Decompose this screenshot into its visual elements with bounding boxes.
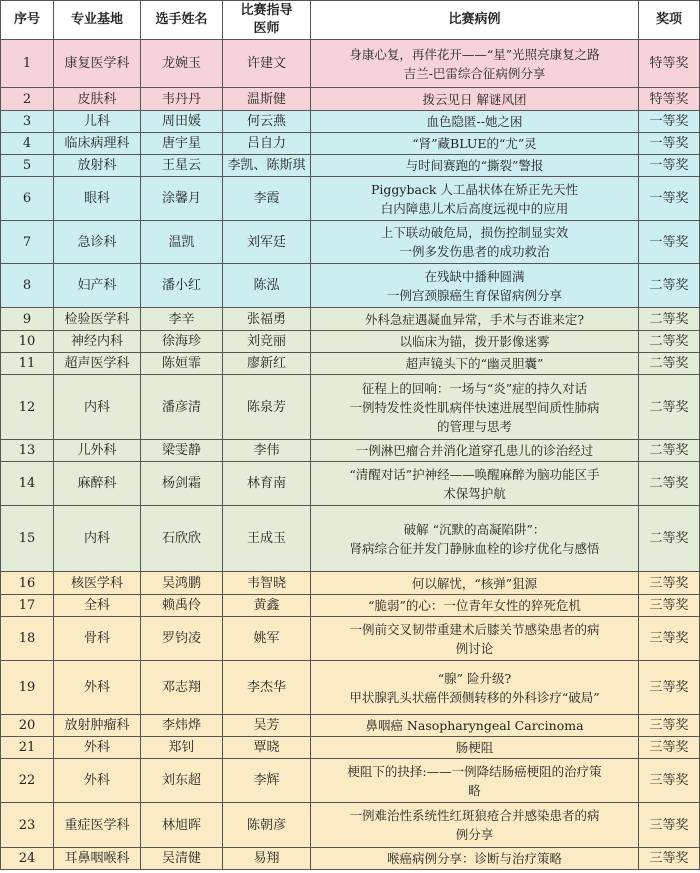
table-row: [1, 308, 700, 331]
cell-case: [311, 88, 639, 111]
case-line: 略: [468, 782, 481, 798]
cell-mentor: 吕自力: [223, 133, 311, 155]
header-number: 序号: [1, 1, 54, 40]
cell-case: [311, 759, 639, 803]
case-line: 血色隐匿--她之困: [426, 114, 523, 129]
table-row: [1, 40, 700, 88]
cell-number: 5: [1, 155, 54, 177]
cell-mentor: 李伟: [223, 440, 311, 462]
case-line: 超声镜头下的“幽灵胆囊”: [405, 356, 544, 371]
case-line: 上下联动破危局，损伤控制显实效: [380, 225, 569, 240]
header-mentor-label: 比赛指导医师: [240, 3, 293, 36]
cell-department: 麻醉科: [54, 462, 141, 506]
case-line: 一例前交叉韧带重建术后膝关节感染患者的病: [349, 621, 600, 637]
case-line: “脆弱”的心：一位青年女性的猝死危机: [368, 598, 581, 613]
cell-contestant-name: 梁雯静: [141, 440, 223, 462]
table-row: [1, 661, 700, 715]
cell-mentor: 易翔: [223, 848, 311, 870]
cell-mentor: 覃晓: [223, 737, 311, 759]
cell-case: [311, 111, 639, 133]
header-case: 比赛病例: [311, 1, 639, 40]
cell-case: [311, 462, 639, 506]
cell-contestant-name: 徐海珍: [141, 331, 223, 353]
cell-department: 内科: [54, 375, 141, 440]
table-row: [1, 264, 700, 308]
cell-number: 9: [1, 308, 54, 331]
cell-number: 21: [1, 737, 54, 759]
cell-department: 核医学科: [54, 572, 141, 595]
cell-mentor: 姚军: [223, 617, 311, 661]
cell-award: 二等奖: [639, 264, 700, 308]
cell-mentor: 陈泉芳: [223, 375, 311, 440]
cell-case: [311, 133, 639, 155]
cell-mentor: 何云燕: [223, 111, 311, 133]
cell-number: 24: [1, 848, 54, 870]
cell-number: 14: [1, 462, 54, 506]
cell-case: [311, 506, 639, 572]
cell-department: 放射肿瘤科: [54, 715, 141, 737]
table-row: [1, 440, 700, 462]
table-row: [1, 759, 700, 803]
cell-department: 检验医学科: [54, 308, 141, 331]
cell-department: 内科: [54, 506, 141, 572]
cell-mentor: 陈朝彦: [223, 803, 311, 848]
cell-mentor: 刘军廷: [223, 221, 311, 264]
cell-case: [311, 264, 639, 308]
cell-number: 13: [1, 440, 54, 462]
cell-department: 急诊科: [54, 221, 141, 264]
table-row: [1, 506, 700, 572]
cell-mentor: 张福勇: [223, 308, 311, 331]
cell-department: 儿科: [54, 111, 141, 133]
cell-mentor: 廖新红: [223, 353, 311, 375]
cell-contestant-name: 龙婉玉: [141, 40, 223, 88]
cell-contestant-name: 韦丹丹: [141, 88, 223, 111]
cell-mentor: 陈泓: [223, 264, 311, 308]
cell-award: 三等奖: [639, 803, 700, 848]
cell-award: 二等奖: [639, 506, 700, 572]
cell-contestant-name: 涂馨月: [141, 177, 223, 221]
cell-number: 10: [1, 331, 54, 353]
table-row: [1, 848, 700, 870]
table-row: [1, 572, 700, 595]
cell-number: 6: [1, 177, 54, 221]
cell-case: [311, 737, 639, 759]
cell-award: 三等奖: [639, 737, 700, 759]
case-line: 例分享: [455, 827, 494, 842]
table-row: [1, 111, 700, 133]
table-row: [1, 803, 700, 848]
cell-contestant-name: 李辛: [141, 308, 223, 331]
cell-number: 20: [1, 715, 54, 737]
cell-mentor: 王成玉: [223, 506, 311, 572]
case-line: “肾”藏BLUE的“尤”灵: [412, 136, 537, 151]
cell-department: 超声医学科: [54, 353, 141, 375]
cell-contestant-name: 邓志翔: [141, 661, 223, 715]
case-line: 术保驾护航: [443, 485, 506, 501]
cell-award: 三等奖: [639, 595, 700, 617]
cell-award: 二等奖: [639, 375, 700, 440]
cell-award: 一等奖: [639, 155, 700, 177]
table-body: [1, 40, 700, 870]
case-line: 何以解忧，“核弹”狙源: [411, 575, 538, 591]
case-line: 与时间赛跑的“撕裂”警报: [405, 158, 544, 173]
cell-number: 17: [1, 595, 54, 617]
table-row: [1, 462, 700, 506]
case-line: 吉兰-巴雷综合征病例分享: [403, 65, 546, 81]
cell-award: 一等奖: [639, 221, 700, 264]
cell-case: [311, 177, 639, 221]
table-row: [1, 353, 700, 375]
cell-case: [311, 848, 639, 870]
cell-award: 三等奖: [639, 715, 700, 737]
cell-department: 神经内科: [54, 331, 141, 353]
header-mentor: [223, 1, 311, 40]
table-row: [1, 737, 700, 759]
cell-award: 一等奖: [639, 177, 700, 221]
cell-department: 重症医学科: [54, 803, 141, 848]
case-line: 甲状腺乳头状癌伴颈侧转移的外科诊疗“破局”: [349, 689, 600, 705]
cell-award: 特等奖: [639, 88, 700, 111]
table-row: [1, 617, 700, 661]
case-line: Piggyback 人工晶状体在矫正先天性: [371, 181, 578, 197]
table-row: [1, 221, 700, 264]
case-line: 以临床为锚，拨开影像迷雾: [399, 334, 550, 349]
cell-number: 7: [1, 221, 54, 264]
case-line: 白内障患儿术后高度远视中的应用: [380, 200, 569, 216]
cell-mentor: 韦智晓: [223, 572, 311, 595]
cell-mentor: 李霞: [223, 177, 311, 221]
cell-contestant-name: 周田媛: [141, 111, 223, 133]
cell-award: 三等奖: [639, 572, 700, 595]
cell-case: [311, 353, 639, 375]
table-row: [1, 88, 700, 111]
cell-contestant-name: 刘东超: [141, 759, 223, 803]
cell-contestant-name: 王星云: [141, 155, 223, 177]
cell-award: 三等奖: [639, 759, 700, 803]
cell-number: 23: [1, 803, 54, 848]
cell-award: 三等奖: [639, 848, 700, 870]
case-line: 一例特发性炎性肌病伴快速进展型间质性肺病: [349, 399, 600, 415]
cell-case: [311, 595, 639, 617]
cell-award: 一等奖: [639, 133, 700, 155]
cell-mentor: 刘竞丽: [223, 331, 311, 353]
cell-number: 12: [1, 375, 54, 440]
case-line: 肾病综合征并发门静脉血栓的诊疗优化与感悟: [349, 540, 600, 556]
cell-department: 外科: [54, 661, 141, 715]
cell-case: [311, 440, 639, 462]
cell-case: [311, 221, 639, 264]
cell-department: 骨科: [54, 617, 141, 661]
case-line: 的管理与思考: [436, 418, 512, 434]
cell-contestant-name: 温凯: [141, 221, 223, 264]
cell-number: 2: [1, 88, 54, 111]
cell-case: [311, 715, 639, 737]
case-line: 一例难治性系统性红斑狼疮合并感染患者的病: [349, 808, 600, 823]
case-line: 一例宫颈腺癌生育保留病例分享: [386, 287, 562, 303]
cell-award: 二等奖: [639, 440, 700, 462]
case-line: 拨云见日 解谜风团: [422, 91, 527, 107]
cell-award: 三等奖: [639, 661, 700, 715]
case-line: 一例淋巴瘤合并消化道穿孔患儿的诊治经过: [355, 443, 594, 458]
cell-mentor: 吴芳: [223, 715, 311, 737]
cell-award: 一等奖: [639, 111, 700, 133]
case-line: 喉癌病例分享：诊断与治疗策略: [386, 851, 562, 866]
case-line: 例讨论: [455, 640, 494, 656]
cell-number: 19: [1, 661, 54, 715]
header-contestant-name: 选手姓名: [141, 1, 223, 40]
cell-award: 特等奖: [639, 40, 700, 88]
cell-contestant-name: 郑钊: [141, 737, 223, 759]
cell-award: 二等奖: [639, 308, 700, 331]
case-line: 征程上的回响：一场与“炎”症的持久对话: [361, 380, 588, 396]
cell-award: 二等奖: [639, 331, 700, 353]
cell-department: 耳鼻咽喉科: [54, 848, 141, 870]
table-row: [1, 331, 700, 353]
case-line: 梗阻下的抉择:——一例降结肠癌梗阻的治疗策: [347, 763, 602, 779]
cell-case: [311, 155, 639, 177]
table-row: [1, 177, 700, 221]
table-row: [1, 595, 700, 617]
cell-contestant-name: 潘彦清: [141, 375, 223, 440]
cell-contestant-name: 赖禹伶: [141, 595, 223, 617]
case-line: 肠梗阻: [455, 740, 494, 755]
cell-case: [311, 331, 639, 353]
cell-department: 临床病理科: [54, 133, 141, 155]
case-line: “腺” 险升级?: [437, 670, 512, 686]
cell-contestant-name: 唐宇星: [141, 133, 223, 155]
cell-contestant-name: 吴清健: [141, 848, 223, 870]
cell-case: [311, 308, 639, 331]
cell-mentor: 林育南: [223, 462, 311, 506]
cell-mentor: 黄鑫: [223, 595, 311, 617]
cell-contestant-name: 石欣欣: [141, 506, 223, 572]
cell-contestant-name: 罗钧凌: [141, 617, 223, 661]
cell-award: 三等奖: [639, 617, 700, 661]
cell-award: 二等奖: [639, 353, 700, 375]
cell-number: 11: [1, 353, 54, 375]
cell-case: [311, 375, 639, 440]
cell-contestant-name: 吴鸿鹏: [141, 572, 223, 595]
cell-case: [311, 617, 639, 661]
cell-department: 儿外科: [54, 440, 141, 462]
case-line: 鼻咽癌 Nasopharyngeal Carcinoma: [365, 718, 584, 733]
header-department: 专业基地: [54, 1, 141, 40]
cell-department: 全科: [54, 595, 141, 617]
cell-case: [311, 572, 639, 595]
cell-mentor: 许建文: [223, 40, 311, 88]
cell-number: 1: [1, 40, 54, 88]
cell-number: 8: [1, 264, 54, 308]
table-row: [1, 155, 700, 177]
case-line: 在残缺中播种圆满: [424, 268, 525, 284]
cell-mentor: 李凯、陈斯琪: [223, 155, 311, 177]
case-line: 身康心复，再伴花开——“星”光照亮康复之路: [349, 46, 600, 62]
table-row: [1, 715, 700, 737]
cell-department: 放射科: [54, 155, 141, 177]
header-award: 奖项: [639, 1, 700, 40]
table-row: [1, 375, 700, 440]
cell-case: [311, 40, 639, 88]
cell-mentor: 温斯健: [223, 88, 311, 111]
cell-department: 外科: [54, 737, 141, 759]
cell-department: 眼科: [54, 177, 141, 221]
case-line: 破解 “沉默的高凝陷阱”：: [403, 521, 546, 537]
table-header: [1, 1, 700, 40]
cell-number: 22: [1, 759, 54, 803]
cell-case: [311, 803, 639, 848]
cell-number: 4: [1, 133, 54, 155]
cell-number: 15: [1, 506, 54, 572]
table-row: [1, 133, 700, 155]
cell-number: 3: [1, 111, 54, 133]
cell-department: 皮肤科: [54, 88, 141, 111]
cell-number: 16: [1, 572, 54, 595]
cell-contestant-name: 陈姮霏: [141, 353, 223, 375]
cell-mentor: 李杰华: [223, 661, 311, 715]
case-line: 外科急症遇凝血异常，手术与否谁来定?: [364, 311, 585, 327]
cell-contestant-name: 林旭晖: [141, 803, 223, 848]
cell-case: [311, 661, 639, 715]
cell-contestant-name: 潘小红: [141, 264, 223, 308]
case-line: 一例多发伤患者的成功救治: [399, 244, 550, 259]
cell-department: 妇产科: [54, 264, 141, 308]
cell-department: 外科: [54, 759, 141, 803]
cell-mentor: 李辉: [223, 759, 311, 803]
case-line: “清醒对话”护神经——唤醒麻醉为脑功能区手: [349, 466, 600, 482]
cell-department: 康复医学科: [54, 40, 141, 88]
cell-number: 18: [1, 617, 54, 661]
cell-contestant-name: 李炜烨: [141, 715, 223, 737]
cell-award: 二等奖: [639, 462, 700, 506]
cell-contestant-name: 杨剑霜: [141, 462, 223, 506]
